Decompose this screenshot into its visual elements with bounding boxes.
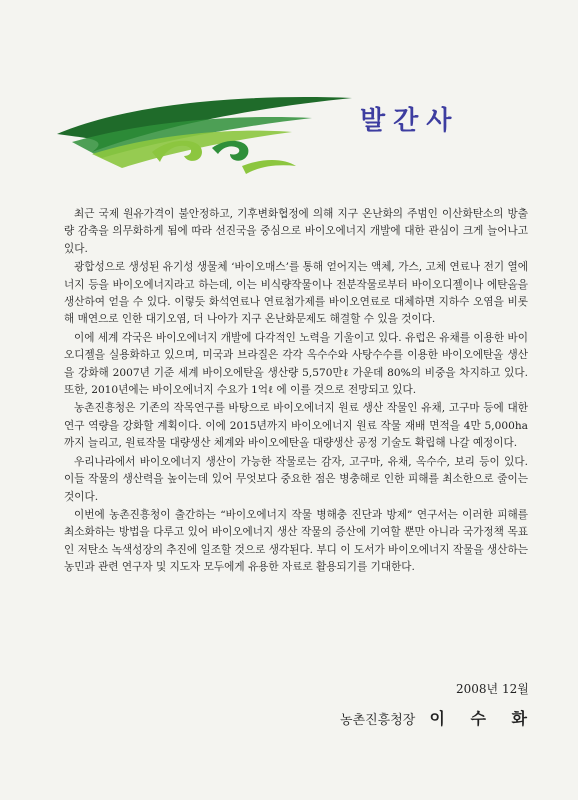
- paragraph: 농촌진흥청은 기존의 작목연구를 바탕으로 바이오에너지 원료 생산 작물인 유채, 고구마 등에 대한 연구 역량을 강화할 계획이다. 이에 2015년까지 바이오에너지 원료 작물 재배 면적을 4만 5,000ha까지 늘리고, 원료작물 대량생산 체계와 바이오에탄올 대량생산 공정 기술도 확립해 나갈 예정이다.: [64, 402, 528, 450]
- paragraph: 이번에 농촌진흥청이 출간하는 “바이오에너지 작물 병해충 진단과 방제” 연구서는 이러한 피해를 최소화하는 방법을 다루고 있어 바이오에너지 생산 작물의 증산에 기여할 뿐만 아니라 국가정책 목표인 저탄소 녹색성장의 추진에 일조할 것으로 생각된다. 부디 이 도서가 바이오에너지 작물을 생산하는 농민과 관련 연구자 및 지도자 모두에게 유용한 자료로 활용되기를 기대한다.: [64, 508, 528, 574]
- page-title: 발간사: [360, 106, 460, 136]
- paragraph: 우리나라에서 바이오에너지 생산이 가능한 작물로는 감자, 고구마, 유채, 옥수수, 보리 등이 있다. 이들 작물의 생산력을 높이는데 있어 무엇보다 중요한 점은 병충해로 인한 피해를 최소한으로 줄이는 것이다.: [64, 455, 528, 503]
- signer-name: 이 수 화: [429, 709, 538, 728]
- paragraph: 광합성으로 생성된 유기성 생물체 ‘바이오매스’를 통해 얻어지는 액체, 가스, 고체 연료나 전기 열에너지 등을 바이오에너지라고 하는데, 이는 비식량작물이나 전분작물로부터 바이오디젤이나 에탄올을 생산하여 얻을 수 있다. 이렇듯 화석연료나 연료첨가제를 바이오연료로 대체하면 지하수 오염을 비롯해 매연으로 인한 대기오염, 더 나아가 지구 온난화문제도 해결할 수 있을 것이다.: [64, 261, 528, 326]
- preface-body: [64, 206, 528, 578]
- leaf-swirl-ornament: [52, 92, 372, 182]
- signature-block: [340, 706, 537, 729]
- publication-date: 2008년 12월: [456, 682, 529, 696]
- signer-position: 농촌진흥청장: [340, 713, 416, 728]
- paragraph: 이에 세계 각국은 바이오에너지 개발에 다각적인 노력을 기울이고 있다. 유럽은 유채를 이용한 바이오디젤을 실용화하고 있으며, 미국과 브라질은 각각 옥수수와 사탕수수를 이용한 바이오에탄올 생산을 강화해 2007년 기준 세계 바이오에탄올 생산량 5,570만ℓ 가운데 80%의 비중을 차지하고 있다. 또한, 2010년에는 바이오에너지 수요가 1억ℓ 에 이를 것으로 전망되고 있다.: [64, 331, 528, 397]
- paragraph: 최근 국제 원유가격이 불안정하고, 기후변화협정에 의해 지구 온난화의 주범인 이산화탄소의 방출량 감축을 의무화하게 됨에 따라 선진국을 중심으로 바이오에너지 개발에 대한 관심이 크게 늘어나고 있다.: [64, 208, 528, 255]
